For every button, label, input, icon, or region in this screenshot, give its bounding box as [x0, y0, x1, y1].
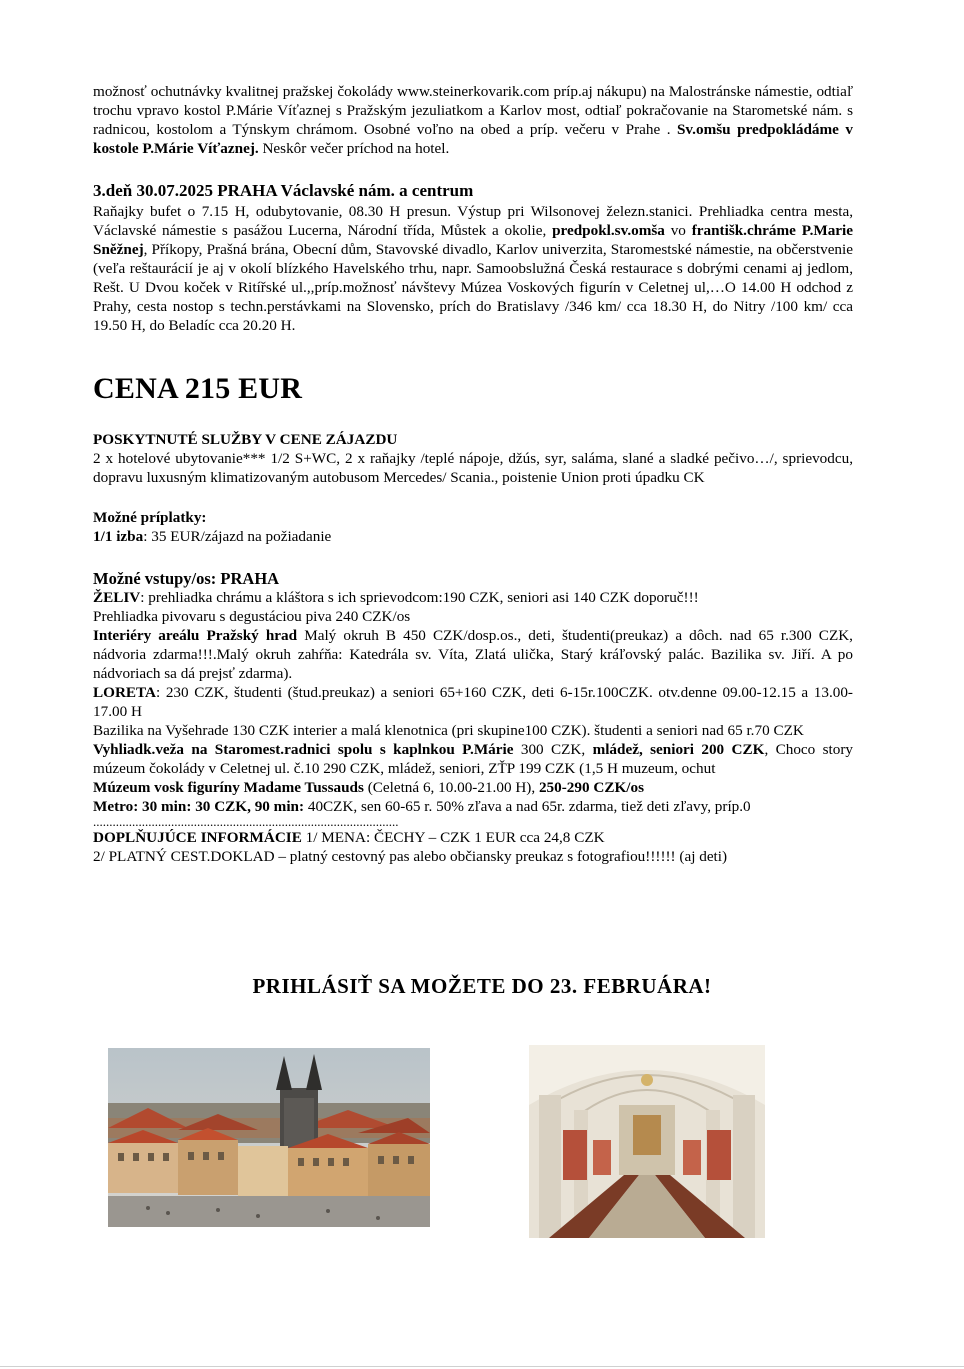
entry-zeliv-label: ŽELIV	[93, 589, 141, 606]
services-section	[93, 430, 853, 487]
day3-text-3: , Příkopy, Prašná brána, Obecní dům, Stavovské divadlo, Karlov univerzita, Staromestské námestie, na občerstvenie (veľa reštaurácií je aj v okolí blízkého Havelského trhu, napr. Samoobslužná Česká restaurace s dobrými cenami aj jedlom, Rešt. U Dvou koček v Ritířské ul.,,príp.možnosť návštevy Múzea Voskových figurín v Celetnej ul,…O 14.00 H odchod z Prahy, cesta nostop s techn.perstávkami na Slovensko, prích do Bratislavy /346 km/ cca 18.30 H, do Nitry /100 km/ cca 19.50 H, do Beladíc cca 20.20 H.	[93, 241, 853, 334]
info-item-2: 2/ PLATNÝ CEST.DOKLAD – platný cestovný pas alebo občiansky preukaz s fotografiou!!!!!! (aj deti)	[93, 848, 728, 865]
entry-veza-discount: mládež, seniori 200 CZK	[592, 741, 765, 758]
entry-metro-text: 40CZK, sen 60-65 r. 50% zľava a nad 65r. zdarma, tiež deti zľavy, príp.0	[304, 798, 751, 815]
entry-zeliv-text: : prehliadka chrámu a kláštora s ich sprievodcom:190 CZK, seniori asi 140 CZK doporuč!!!	[140, 589, 699, 606]
intro-mass-note: Sv.omšu predpokládáme v kostole P.Márie Víťaznej.	[93, 121, 853, 157]
info-title: DOPLŇUJÚCE INFORMÁCIE	[93, 829, 302, 846]
entries-section	[93, 569, 853, 866]
entry-veza-label: Vyhliadk.veža na Staromest.radnici spolu s kaplnkou P.Márie	[93, 741, 514, 758]
photo-church-interior	[529, 1045, 765, 1238]
entry-metro-label: Metro: 30 min: 30 CZK, 90 min:	[93, 798, 305, 815]
entry-tussaud-label: Múzeum vosk figuríny Madame Tussauds	[93, 779, 364, 796]
extras-title: Možné príplatky:	[93, 509, 207, 526]
info-item-1: 1/ MENA: ČECHY – CZK 1 EUR cca 24,8 CZK	[301, 829, 605, 846]
prague-old-town-image	[108, 1048, 430, 1227]
dotted-separator: ..............................................................................................	[93, 816, 399, 828]
day3-text-2: vo	[664, 222, 692, 239]
services-title: POSKYTNUTÉ SLUŽBY V CENE ZÁJAZDU	[93, 431, 398, 448]
signup-deadline: PRIHLÁSIŤ SA MOŽETE DO 23. FEBRUÁRA!	[252, 974, 712, 998]
day3-bold-1: predpokl.sv.omša	[552, 222, 665, 239]
day3-bold-2: františk.chráme P.Marie Sněžnej	[93, 222, 853, 258]
church-interior-image	[529, 1045, 765, 1238]
entry-tussaud-text: (Celetná 6, 10.00-21.00 H),	[363, 779, 539, 796]
intro-text-3: Neskôr večer príchod na hotel.	[258, 140, 450, 157]
price-heading: CENA 215 EUR	[93, 372, 303, 405]
photo-prague-old-town	[108, 1048, 430, 1227]
page-bottom-edge	[0, 1366, 964, 1367]
entry-loreta-hours: . otv.denne 09.00-12.15 a 13.00-17.00 H	[93, 684, 853, 720]
day3-section	[93, 180, 853, 335]
day3-text-1: Raňajky bufet o 7.15 H, odubytovanie, 08.30 H presun. Výstup pri Wilsonovej železn.stanici. Prehliadka centra mesta, Václavské námestie s pasážou Lucerna, Národní třída, Můstek a okolie,	[93, 203, 853, 239]
intro-text-1: možnosť ochutnávky kvalitnej pražskej čokolády www.steinerkovarik.com príp.aj nákupu) na Malostránske námestie, odtiaľ trochu vpravo kostol P.Márie Víťaznej s Pražským jezuliatkom a Karlov most, odtiaľ pokračovanie na Starometské nám. s radnicou, kostolom a Týnskym chrámom. Osobné voľno na obed a príp. večeru v Prahe .	[93, 83, 853, 138]
intro-paragraph	[93, 82, 853, 158]
services-text: 2 x hotelové ubytovanie*** 1/2 S+WC, 2 x raňajky /teplé nápoje, džús, syr, saláma, slané a sladké pečivo…/, sprievodcu, dopravu luxusným klimatizovaným autobusom Mercedes/ Scania., poistenie Union proti úpadku CK	[93, 450, 853, 486]
extras-label: 1/1 izba	[93, 528, 144, 545]
day3-title: 3.deň 30.07.2025 PRAHA Václavské nám. a centrum	[93, 181, 474, 200]
entry-tussaud-price: 250-290 CZK/os	[538, 779, 645, 796]
entry-vysehrad: Bazilika na Vyšehrade 130 CZK interier a malá klenotnica (pri skupine100 CZK). študenti a seniori nad 65 r.70 CZK	[93, 722, 804, 739]
entry-veza-text-1: 300 CZK,	[513, 741, 593, 758]
entries-title: Možné vstupy/os: PRAHA	[93, 569, 280, 588]
extras-section	[93, 508, 853, 546]
extras-text: : 35 EUR/zájazd na požiadanie	[143, 528, 332, 545]
day3-text	[93, 202, 853, 335]
entry-pivovar: Prehliadka pivovaru s degustáciou piva 240 CZK/os	[93, 608, 411, 625]
entry-hrad-text: Malý okruh B 450 CZK/dosp.os., deti, študenti(preukaz) a dôch. nad 65 r.300 CZK, nádvoria zdarma!!!.Malý okruh zahŕňa: Katedrála sv. Víta, Zlatá ulička, Starý kráľovský palác. Bazilika sv. Jiří. A po nádvoriach sa dá prejsť zdarma).	[93, 627, 853, 682]
entry-loreta-label: LORETA	[93, 684, 157, 701]
entry-hrad-label: Interiéry areálu Pražský hrad	[93, 627, 298, 644]
entry-veza-text-2: , Choco story múzeum čokolády v Celetnej ul. č.10 290 CZK, mládež, seniori, ZŤP 199 CZK (1,5 H muzeum, ochut	[93, 741, 854, 777]
entry-loreta-text: : 230 CZK, študenti (štud.preukaz) a seniori 65+160 CZK, deti 6-15r.100CZK	[156, 684, 649, 701]
